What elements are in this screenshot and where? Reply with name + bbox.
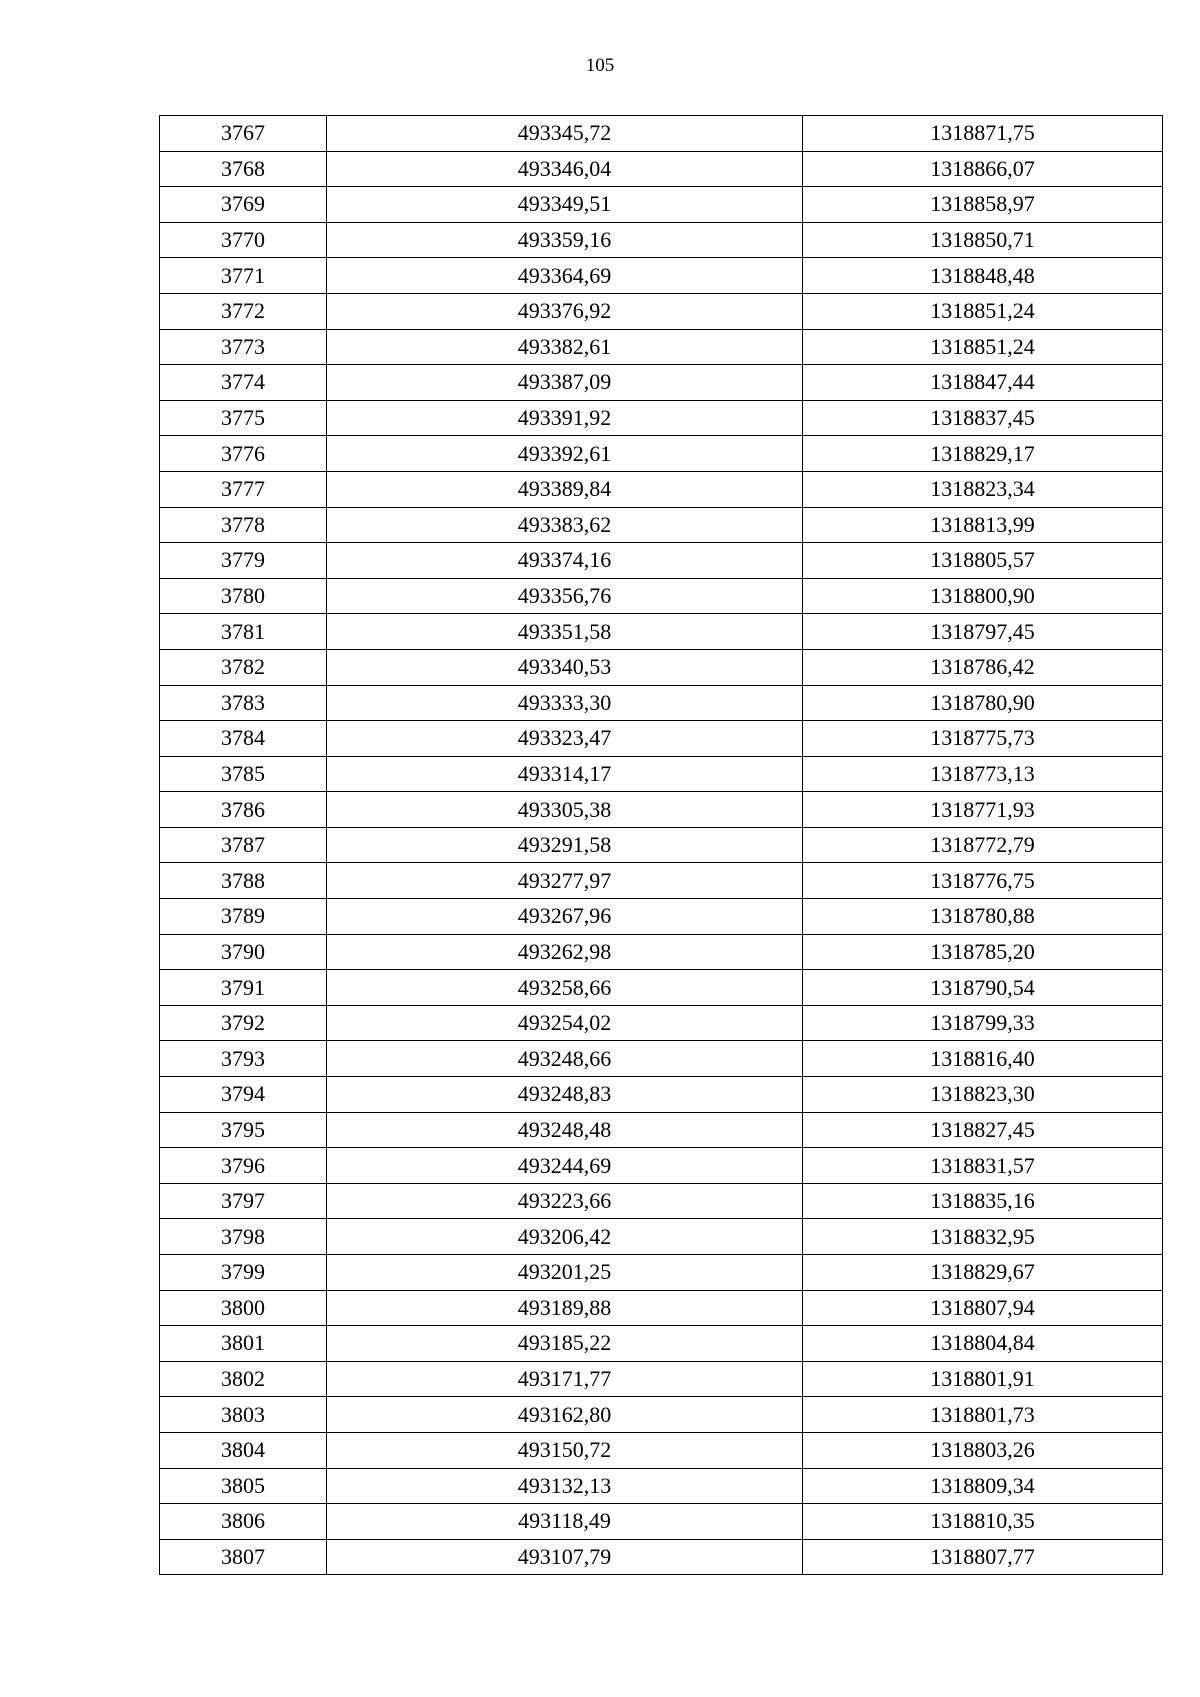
point-number-cell: 3806 — [160, 1504, 327, 1540]
table-row — [160, 436, 1163, 472]
point-number-cell: 3781 — [160, 614, 327, 650]
y-coordinate-cell: 1318858,97 — [803, 187, 1163, 223]
point-number-cell: 3802 — [160, 1361, 327, 1397]
table-row — [160, 329, 1163, 365]
x-coordinate-cell: 493248,48 — [327, 1112, 803, 1148]
point-number-cell: 3790 — [160, 934, 327, 970]
point-number-cell: 3774 — [160, 365, 327, 401]
x-coordinate-cell: 493364,69 — [327, 258, 803, 294]
y-coordinate-cell: 1318807,94 — [803, 1290, 1163, 1326]
y-coordinate-cell: 1318823,30 — [803, 1077, 1163, 1113]
y-coordinate-cell: 1318773,13 — [803, 756, 1163, 792]
x-coordinate-cell: 493376,92 — [327, 293, 803, 329]
y-coordinate-cell: 1318775,73 — [803, 721, 1163, 757]
y-coordinate-cell: 1318801,91 — [803, 1361, 1163, 1397]
table-row — [160, 863, 1163, 899]
y-coordinate-cell: 1318837,45 — [803, 400, 1163, 436]
y-coordinate-cell: 1318866,07 — [803, 151, 1163, 187]
table-row — [160, 1432, 1163, 1468]
y-coordinate-cell: 1318790,54 — [803, 970, 1163, 1006]
point-number-cell: 3788 — [160, 863, 327, 899]
table-row — [160, 970, 1163, 1006]
point-number-cell: 3793 — [160, 1041, 327, 1077]
x-coordinate-cell: 493118,49 — [327, 1504, 803, 1540]
y-coordinate-cell: 1318851,24 — [803, 293, 1163, 329]
table-row — [160, 507, 1163, 543]
y-coordinate-cell: 1318823,34 — [803, 471, 1163, 507]
table-row — [160, 1468, 1163, 1504]
x-coordinate-cell: 493333,30 — [327, 685, 803, 721]
x-coordinate-cell: 493262,98 — [327, 934, 803, 970]
y-coordinate-cell: 1318801,73 — [803, 1397, 1163, 1433]
table-row — [160, 614, 1163, 650]
table-row — [160, 792, 1163, 828]
table-row — [160, 1255, 1163, 1291]
point-number-cell: 3803 — [160, 1397, 327, 1433]
x-coordinate-cell: 493171,77 — [327, 1361, 803, 1397]
point-number-cell: 3773 — [160, 329, 327, 365]
y-coordinate-cell: 1318835,16 — [803, 1183, 1163, 1219]
table-row — [160, 1112, 1163, 1148]
table-row — [160, 1219, 1163, 1255]
point-number-cell: 3779 — [160, 543, 327, 579]
table-row — [160, 116, 1163, 152]
table-row — [160, 187, 1163, 223]
point-number-cell: 3785 — [160, 756, 327, 792]
table-row — [160, 1326, 1163, 1362]
point-number-cell: 3786 — [160, 792, 327, 828]
y-coordinate-cell: 1318771,93 — [803, 792, 1163, 828]
point-number-cell: 3796 — [160, 1148, 327, 1184]
table-row — [160, 756, 1163, 792]
table-row — [160, 258, 1163, 294]
y-coordinate-cell: 1318772,79 — [803, 827, 1163, 863]
point-number-cell: 3775 — [160, 400, 327, 436]
table-row — [160, 721, 1163, 757]
y-coordinate-cell: 1318832,95 — [803, 1219, 1163, 1255]
page-number: 105 — [585, 55, 615, 76]
x-coordinate-cell: 493258,66 — [327, 970, 803, 1006]
point-number-cell: 3767 — [160, 116, 327, 152]
table-row — [160, 151, 1163, 187]
x-coordinate-cell: 493277,97 — [327, 863, 803, 899]
table-row — [160, 365, 1163, 401]
table-row — [160, 293, 1163, 329]
x-coordinate-cell: 493392,61 — [327, 436, 803, 472]
point-number-cell: 3807 — [160, 1539, 327, 1575]
y-coordinate-cell: 1318776,75 — [803, 863, 1163, 899]
x-coordinate-cell: 493107,79 — [327, 1539, 803, 1575]
point-number-cell: 3769 — [160, 187, 327, 223]
x-coordinate-cell: 493356,76 — [327, 578, 803, 614]
point-number-cell: 3789 — [160, 899, 327, 935]
point-number-cell: 3776 — [160, 436, 327, 472]
x-coordinate-cell: 493383,62 — [327, 507, 803, 543]
point-number-cell: 3780 — [160, 578, 327, 614]
x-coordinate-cell: 493382,61 — [327, 329, 803, 365]
y-coordinate-cell: 1318803,26 — [803, 1432, 1163, 1468]
table-row — [160, 1005, 1163, 1041]
point-number-cell: 3784 — [160, 721, 327, 757]
table-row — [160, 827, 1163, 863]
table-row — [160, 1397, 1163, 1433]
x-coordinate-cell: 493267,96 — [327, 899, 803, 935]
x-coordinate-cell: 493248,66 — [327, 1041, 803, 1077]
table-row — [160, 1041, 1163, 1077]
x-coordinate-cell: 493150,72 — [327, 1432, 803, 1468]
point-number-cell: 3783 — [160, 685, 327, 721]
x-coordinate-cell: 493391,92 — [327, 400, 803, 436]
x-coordinate-cell: 493223,66 — [327, 1183, 803, 1219]
table-row — [160, 1077, 1163, 1113]
table-row — [160, 649, 1163, 685]
table-row — [160, 1539, 1163, 1575]
y-coordinate-cell: 1318780,90 — [803, 685, 1163, 721]
y-coordinate-cell: 1318797,45 — [803, 614, 1163, 650]
point-number-cell: 3801 — [160, 1326, 327, 1362]
point-number-cell: 3768 — [160, 151, 327, 187]
point-number-cell: 3800 — [160, 1290, 327, 1326]
point-number-cell: 3804 — [160, 1432, 327, 1468]
y-coordinate-cell: 1318871,75 — [803, 116, 1163, 152]
point-number-cell: 3772 — [160, 293, 327, 329]
point-number-cell: 3795 — [160, 1112, 327, 1148]
x-coordinate-cell: 493359,16 — [327, 222, 803, 258]
x-coordinate-cell: 493132,13 — [327, 1468, 803, 1504]
coordinates-table-body — [160, 116, 1163, 1575]
point-number-cell: 3770 — [160, 222, 327, 258]
y-coordinate-cell: 1318786,42 — [803, 649, 1163, 685]
x-coordinate-cell: 493387,09 — [327, 365, 803, 401]
y-coordinate-cell: 1318847,44 — [803, 365, 1163, 401]
table-row — [160, 222, 1163, 258]
table-row — [160, 400, 1163, 436]
table-row — [160, 1183, 1163, 1219]
y-coordinate-cell: 1318827,45 — [803, 1112, 1163, 1148]
table-row — [160, 899, 1163, 935]
y-coordinate-cell: 1318799,33 — [803, 1005, 1163, 1041]
table-row — [160, 1361, 1163, 1397]
y-coordinate-cell: 1318807,77 — [803, 1539, 1163, 1575]
x-coordinate-cell: 493189,88 — [327, 1290, 803, 1326]
y-coordinate-cell: 1318850,71 — [803, 222, 1163, 258]
x-coordinate-cell: 493340,53 — [327, 649, 803, 685]
table-row — [160, 543, 1163, 579]
y-coordinate-cell: 1318848,48 — [803, 258, 1163, 294]
x-coordinate-cell: 493389,84 — [327, 471, 803, 507]
x-coordinate-cell: 493345,72 — [327, 116, 803, 152]
y-coordinate-cell: 1318831,57 — [803, 1148, 1163, 1184]
point-number-cell: 3805 — [160, 1468, 327, 1504]
y-coordinate-cell: 1318809,34 — [803, 1468, 1163, 1504]
y-coordinate-cell: 1318785,20 — [803, 934, 1163, 970]
point-number-cell: 3791 — [160, 970, 327, 1006]
x-coordinate-cell: 493314,17 — [327, 756, 803, 792]
x-coordinate-cell: 493254,02 — [327, 1005, 803, 1041]
point-number-cell: 3798 — [160, 1219, 327, 1255]
y-coordinate-cell: 1318810,35 — [803, 1504, 1163, 1540]
y-coordinate-cell: 1318813,99 — [803, 507, 1163, 543]
table-row — [160, 1148, 1163, 1184]
point-number-cell: 3794 — [160, 1077, 327, 1113]
y-coordinate-cell: 1318805,57 — [803, 543, 1163, 579]
x-coordinate-cell: 493185,22 — [327, 1326, 803, 1362]
point-number-cell: 3787 — [160, 827, 327, 863]
y-coordinate-cell: 1318829,67 — [803, 1255, 1163, 1291]
table-row — [160, 471, 1163, 507]
x-coordinate-cell: 493206,42 — [327, 1219, 803, 1255]
x-coordinate-cell: 493374,16 — [327, 543, 803, 579]
point-number-cell: 3799 — [160, 1255, 327, 1291]
x-coordinate-cell: 493349,51 — [327, 187, 803, 223]
table-row — [160, 1504, 1163, 1540]
y-coordinate-cell: 1318780,88 — [803, 899, 1163, 935]
x-coordinate-cell: 493291,58 — [327, 827, 803, 863]
y-coordinate-cell: 1318829,17 — [803, 436, 1163, 472]
point-number-cell: 3792 — [160, 1005, 327, 1041]
point-number-cell: 3771 — [160, 258, 327, 294]
x-coordinate-cell: 493201,25 — [327, 1255, 803, 1291]
table-row — [160, 685, 1163, 721]
x-coordinate-cell: 493323,47 — [327, 721, 803, 757]
y-coordinate-cell: 1318800,90 — [803, 578, 1163, 614]
table-row — [160, 934, 1163, 970]
x-coordinate-cell: 493248,83 — [327, 1077, 803, 1113]
x-coordinate-cell: 493305,38 — [327, 792, 803, 828]
x-coordinate-cell: 493346,04 — [327, 151, 803, 187]
coordinates-table — [159, 115, 1163, 1575]
x-coordinate-cell: 493351,58 — [327, 614, 803, 650]
x-coordinate-cell: 493244,69 — [327, 1148, 803, 1184]
point-number-cell: 3777 — [160, 471, 327, 507]
point-number-cell: 3782 — [160, 649, 327, 685]
y-coordinate-cell: 1318804,84 — [803, 1326, 1163, 1362]
y-coordinate-cell: 1318851,24 — [803, 329, 1163, 365]
y-coordinate-cell: 1318816,40 — [803, 1041, 1163, 1077]
point-number-cell: 3778 — [160, 507, 327, 543]
table-row — [160, 578, 1163, 614]
table-row — [160, 1290, 1163, 1326]
point-number-cell: 3797 — [160, 1183, 327, 1219]
x-coordinate-cell: 493162,80 — [327, 1397, 803, 1433]
